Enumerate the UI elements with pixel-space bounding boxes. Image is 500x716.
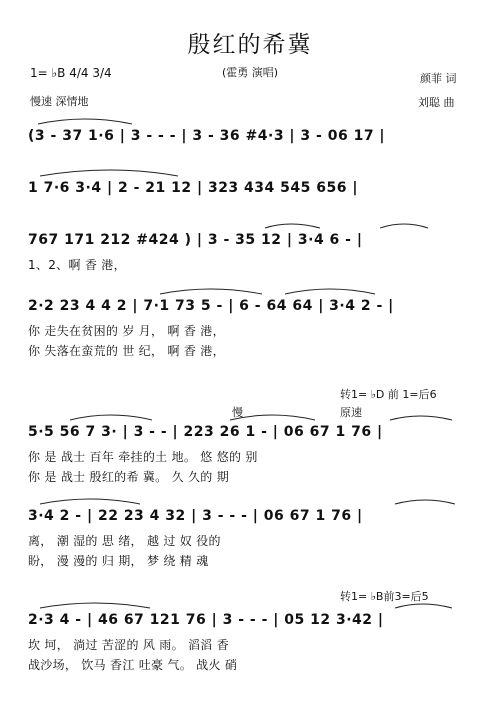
- lyric-line: 你 走失在贫困的 岁 月， 啊 香 港，: [28, 324, 225, 338]
- tempo-marking: 慢速 深情地: [30, 95, 89, 108]
- tempo-original-note: 原速: [340, 406, 362, 419]
- notation-row-7: 2·3 4 - | 46 67 121 76 | 3 - - - | 05 12 3·42 |: [28, 612, 384, 628]
- song-title: 殷红的希冀: [187, 32, 313, 58]
- modulation-note: 转1= ♭B前3=后5: [340, 590, 429, 603]
- notation-row-4: 2·2 23 4 4 2 | 7·1 73 5 - | 6 - 64 64 | 3·4 2 - |: [28, 298, 394, 314]
- modulation-note: 转1= ♭D 前 1=后6: [340, 388, 437, 401]
- composer-credit: 刘聪 曲: [418, 96, 455, 109]
- key-signature: 1= ♭B 4/4 3/4: [30, 66, 112, 80]
- lyric-line: 你 是 战士 殷红的希 冀。 久 久的 期: [28, 470, 230, 484]
- lyric-line: 离， 潮 湿的 思 绪， 越 过 奴 役的: [28, 534, 221, 548]
- lyric-line: 战沙场， 饮马 香江 吐豪 气。 战火 硝: [28, 658, 238, 672]
- notation-row-6: 3·4 2 - | 22 23 4 32 | 3 - - - | 06 67 1 76 |: [28, 508, 363, 524]
- notation-row-2: 1 7·6 3·4 | 2 - 21 12 | 323 434 545 656 |: [28, 180, 358, 196]
- lyric-line: 你 是 战士 百年 牵挂的土 地。 悠 悠的 别: [28, 450, 258, 464]
- lyric-line: 盼， 漫 漫的 归 期， 梦 绕 精 魂: [28, 554, 209, 568]
- notation-row-5: 5·5 56 7 3· | 3 - - | 223 26 1 - | 06 67 1 76 |: [28, 424, 383, 440]
- singer-credit: (霍勇 演唱): [221, 66, 279, 79]
- tempo-slow-note: 慢: [232, 406, 243, 419]
- lyric-line: 1、2、啊 香 港，: [28, 258, 126, 272]
- lyric-line: 坎 坷， 淌过 苦涩的 风 雨。 滔滔 香: [28, 638, 230, 652]
- lyricist-credit: 颜菲 词: [420, 72, 457, 85]
- lyric-line: 你 失落在蛮荒的 世 纪， 啊 香 港，: [28, 344, 225, 358]
- notation-row-1: (3 - 37 1·6 | 3 - - - | 3 - 36 #4·3 | 3 - 06 17 |: [28, 128, 386, 144]
- notation-row-3: 767 171 212 #424 ) | 3 - 35 12 | 3·4 6 - |: [28, 232, 363, 248]
